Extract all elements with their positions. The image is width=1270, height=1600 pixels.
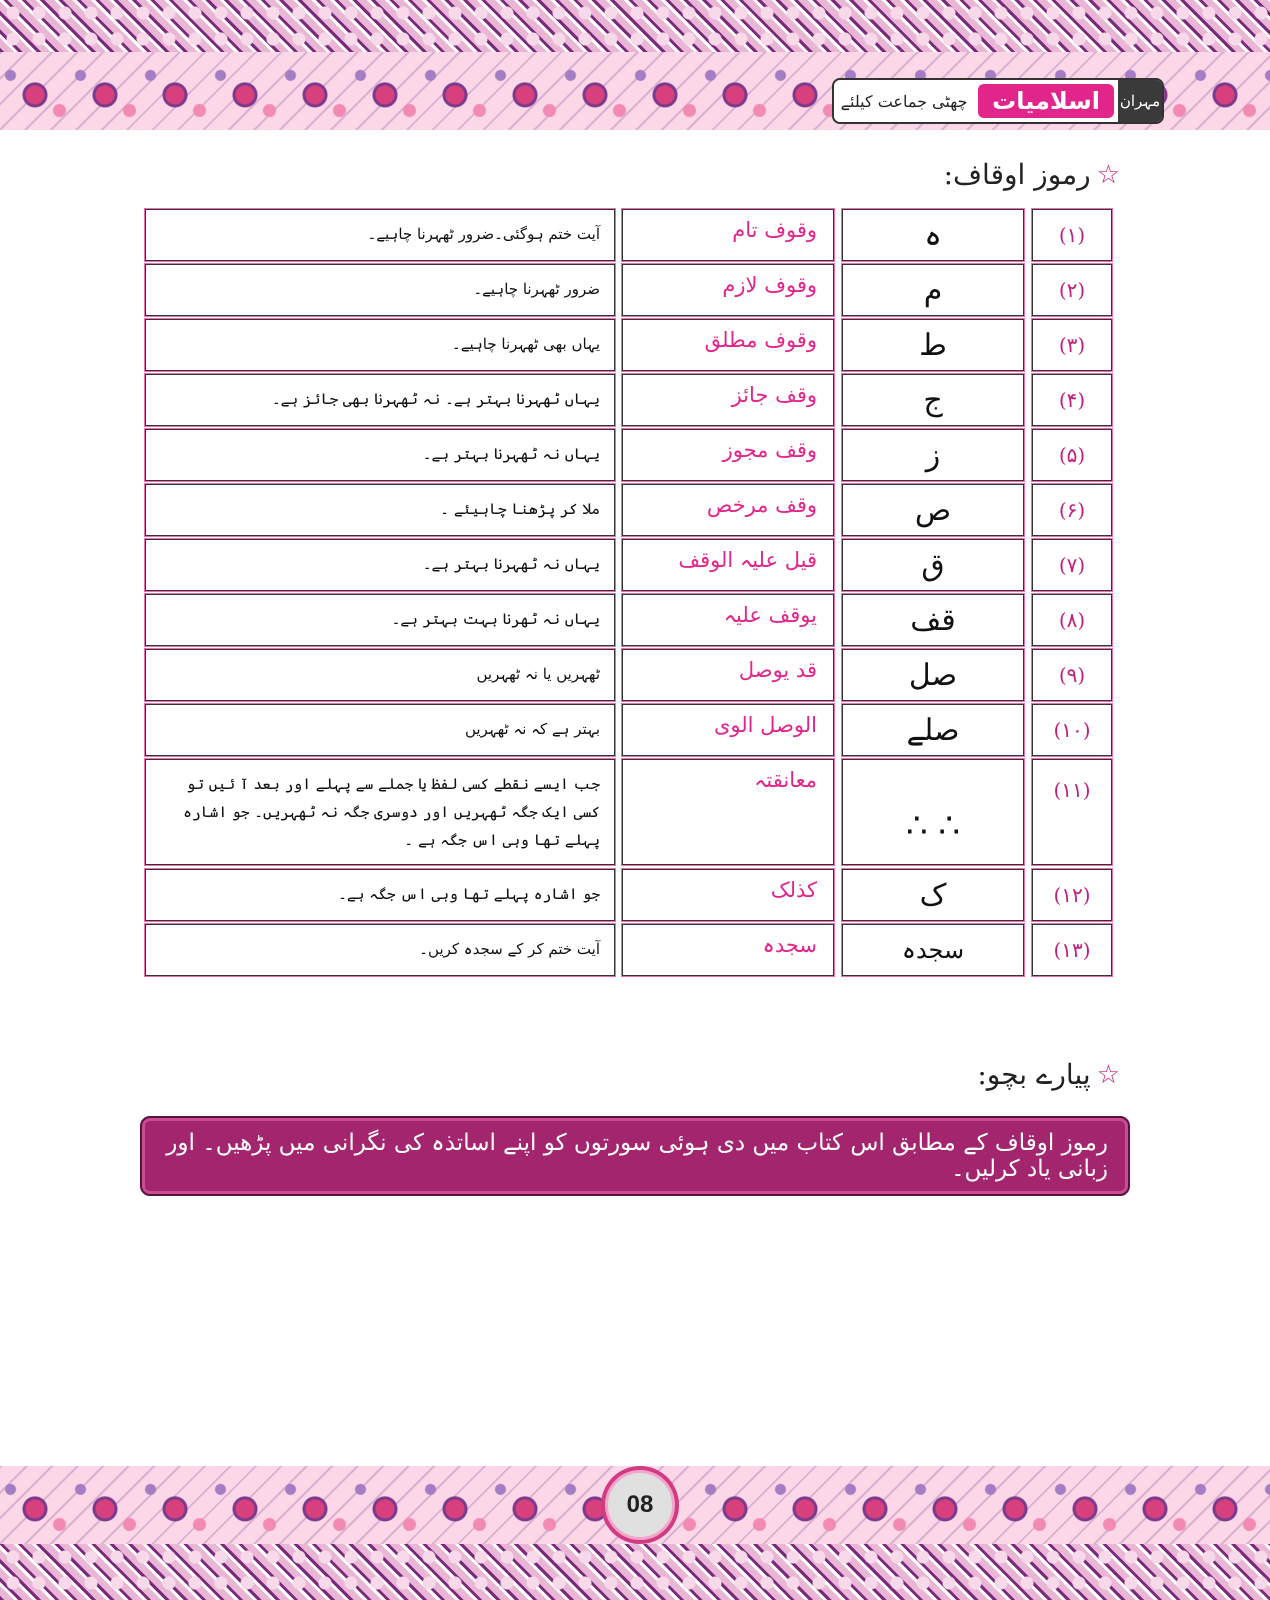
top-lattice-border (0, 0, 1270, 52)
row-description: یہاں نہ ٹھہرنا بہتر ہے۔ (145, 429, 615, 481)
section-heading-rumooz (944, 158, 1120, 191)
star-icon: ☆ (1096, 1059, 1120, 1090)
row-number: (۱۲) (1032, 869, 1112, 921)
subject-title: اسلامیات (978, 84, 1114, 118)
row-description: یہاں نہ ٹھہرنا بہتر ہے۔ (145, 539, 615, 591)
row-number: (۴) (1032, 374, 1112, 426)
row-name: الوصل الوی (622, 704, 834, 756)
row-name: قد یوصل (622, 649, 834, 701)
publisher-name: مہران (1118, 80, 1162, 122)
table-row (0, 594, 1270, 646)
row-name: کذلک (622, 869, 834, 921)
row-number: (۱) (1032, 209, 1112, 261)
row-description: آیت ختم ہوگئی۔ضرور ٹھہرنا چاہیے۔ (145, 209, 615, 261)
row-name: وقف مرخص (622, 484, 834, 536)
row-number: (۱۳) (1032, 924, 1112, 976)
row-symbol: ز (842, 429, 1024, 481)
row-name: معانقتہ (622, 759, 834, 865)
row-description: آیت ختم کر کے سجدہ کریں۔ (145, 924, 615, 976)
row-name: وقوف لازم (622, 264, 834, 316)
row-symbol: صل (842, 649, 1024, 701)
row-number: (۷) (1032, 539, 1112, 591)
row-description: یہاں ٹھہرنا بہتر ہے۔ نہ ٹھہرنا بھی جائز ہے۔ (145, 374, 615, 426)
table-row (0, 264, 1270, 316)
row-number: (۵) (1032, 429, 1112, 481)
row-name: وقوف تام (622, 209, 834, 261)
table-row (0, 374, 1270, 426)
table-row (0, 484, 1270, 536)
row-name: وقف جائز (622, 374, 834, 426)
row-symbol: قف (842, 594, 1024, 646)
table-row (0, 209, 1270, 261)
row-number: (۹) (1032, 649, 1112, 701)
row-description: جب ایسے نقطے کسی لفظ یا جملے سے پہلے اور بعد آ ئیں تو کسی ایک جگہ ٹھہریں اور دوسری جگہ نہ ٹھہریں۔ جو اشارہ پہلے تھا وہی اس جگہ ہے ۔ (145, 759, 615, 865)
row-symbol: ط (842, 319, 1024, 371)
section-title: پیارے بچو: (977, 1058, 1091, 1091)
row-name: یوقف علیہ (622, 594, 834, 646)
row-symbol: ج (842, 374, 1024, 426)
table-row (0, 539, 1270, 591)
row-symbol: سجدہ (842, 924, 1024, 976)
advice-banner (140, 1116, 1130, 1196)
row-symbol: ص (842, 484, 1024, 536)
row-symbol: ہ (842, 209, 1024, 261)
class-label: چھٹی جماعت کیلئے (840, 91, 968, 111)
table-row (0, 704, 1270, 756)
page-number-badge: 08 (605, 1470, 675, 1540)
row-number: (۳) (1032, 319, 1112, 371)
row-description: جو اشارہ پہلے تھا وہی اس جگہ ہے۔ (145, 869, 615, 921)
row-description: ملا کر پڑھنا چاہیئے ۔ (145, 484, 615, 536)
advice-text: رموز اوقاف کے مطابق اس کتاب میں دی ہوئی سورتوں کو اپنے اساتذہ کی نگرانی میں پڑھیں۔ اور زبانی یاد کرلیں۔ (166, 1130, 1108, 1182)
row-description: ضرور ٹھہرنا چاہیے۔ (145, 264, 615, 316)
row-symbol: ∴ ∴ (842, 759, 1024, 865)
row-symbol: م (842, 264, 1024, 316)
row-number: (۱۰) (1032, 704, 1112, 756)
row-number: (۲) (1032, 264, 1112, 316)
bottom-lattice-border (0, 1544, 1270, 1600)
row-symbol: ق (842, 539, 1024, 591)
row-description: بہتر ہے کہ نہ ٹھہریں (145, 704, 615, 756)
row-description: یہاں نہ ٹھرنا بہت بہتر ہے۔ (145, 594, 615, 646)
row-description: یہاں بھی ٹھہرنا چاہیے۔ (145, 319, 615, 371)
section-title: رموز اوقاف: (943, 158, 1091, 191)
row-name: وقف مجوز (622, 429, 834, 481)
row-name: قیل علیہ الوقف (622, 539, 834, 591)
table-row (0, 429, 1270, 481)
row-number: (۶) (1032, 484, 1112, 536)
row-number: (۸) (1032, 594, 1112, 646)
row-name: سجدہ (622, 924, 834, 976)
row-symbol: ک (842, 869, 1024, 921)
book-title-badge (832, 78, 1164, 124)
row-description: ٹھہریں یا نہ ٹھہریں (145, 649, 615, 701)
row-name: وقوف مطلق (622, 319, 834, 371)
star-icon: ☆ (1096, 159, 1120, 190)
table-row (0, 649, 1270, 701)
table-row (0, 759, 1270, 865)
table-row (0, 319, 1270, 371)
row-symbol: صلے (842, 704, 1024, 756)
table-row (0, 924, 1270, 976)
section-heading-pyare-bacho (977, 1058, 1120, 1091)
table-row (0, 869, 1270, 921)
row-number: (۱۱) (1032, 759, 1112, 865)
